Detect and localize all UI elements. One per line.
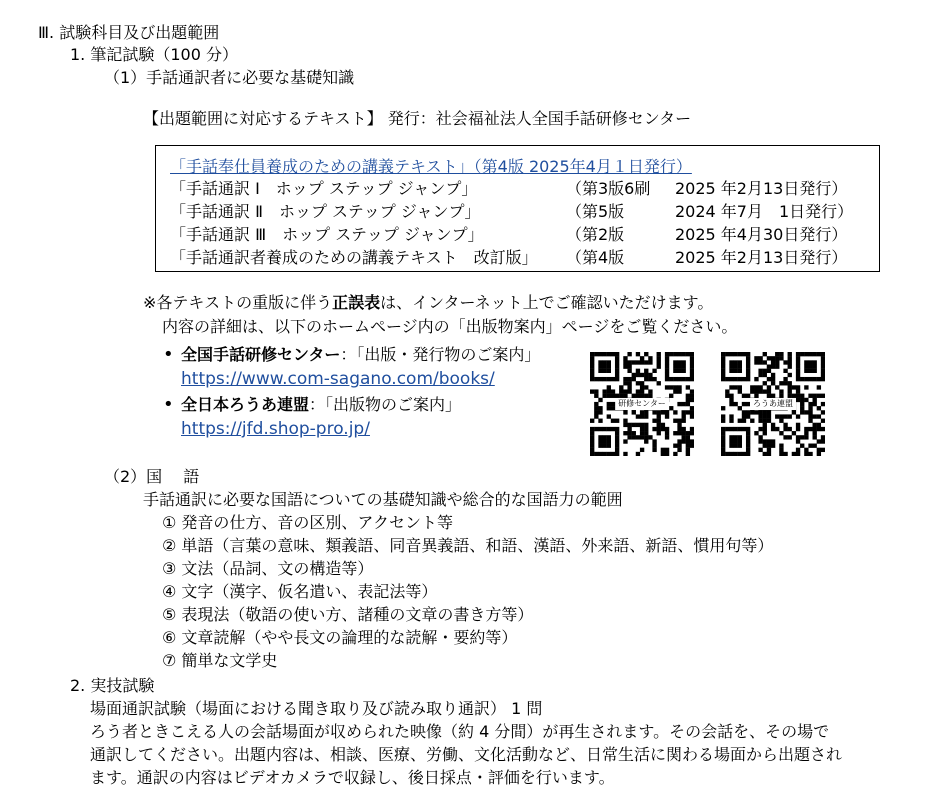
link-org: 全日本ろうあ連盟 xyxy=(181,395,310,414)
qr-label: ろうあ連盟 xyxy=(750,398,796,410)
textbook-edition: （第5版 xyxy=(566,202,625,221)
textbook-edition: （第2版 xyxy=(566,225,625,244)
practical-text: 通訳してください。出題内容は、相談、医療、労働、文化活動など、日常生活に関わる場面から出題され xyxy=(90,745,843,764)
textbook-name: 「手話通訳 Ⅰ ホップ ステップ ジャンプ」 xyxy=(170,179,478,198)
japanese-title: （2）国 語 xyxy=(104,467,200,486)
textbook-date: 2025 年2月13日発行） xyxy=(675,179,848,198)
practical-text: ろう者ときこえる人の会話場面が収められた映像（約 4 分間）が再生されます。その会話を、その場で xyxy=(90,722,830,741)
qr-code-center[interactable] xyxy=(590,352,694,456)
qr-code-federation[interactable] xyxy=(721,352,825,456)
textbook-date: 2024 年7月 1日発行） xyxy=(675,202,854,221)
link-org: 全国手話研修センター xyxy=(181,345,341,364)
list-item: ② 単語（言葉の意味、類義語、同音異義語、和語、漢語、外来語、新語、慣用句等） xyxy=(162,536,774,555)
errata-note-bold: 正誤表 xyxy=(332,293,381,312)
list-item: ④ 文字（漢字、仮名遣い、表記法等） xyxy=(162,582,438,601)
textbook-edition: （第3版6刷 xyxy=(566,179,651,198)
errata-note-post: は、インターネット上でご確認いただけます。 xyxy=(380,293,714,312)
practical-text: ます。通訳の内容はビデオカメラで収録し、後日採点・評価を行います。 xyxy=(90,768,615,787)
link-item xyxy=(181,394,461,416)
practical-subtitle: 場面通訳試験（場面における聞き取り及び読み取り通訳） 1 問 xyxy=(90,699,543,718)
basic-knowledge-title: （1）手話通訳者に必要な基礎知識 xyxy=(104,68,355,87)
textbook-date: 2025 年2月13日発行） xyxy=(675,248,848,267)
list-item: ⑦ 簡単な文学史 xyxy=(162,651,278,670)
list-item: ⑥ 文章読解（やや長文の論理的な読解・要約等） xyxy=(162,628,518,647)
textbook-header: 【出題範囲に対応するテキスト】 発行：社会福祉法人全国手話研修センター xyxy=(143,109,692,128)
link-url[interactable]: https://www.com-sagano.com/books/ xyxy=(181,369,495,389)
textbook-name: 「手話通訳者養成のための講義テキスト 改訂版」 xyxy=(170,248,538,267)
details-note: 内容の詳細は、以下のホームページ内の「出版物案内」ページをご覧ください。 xyxy=(162,317,738,336)
link-desc: ：「出版・発行物のご案内」 xyxy=(340,345,541,364)
errata-note xyxy=(143,292,713,314)
written-exam-title: 1. 筆記試験（100 分） xyxy=(70,45,238,64)
errata-note-pre: ※各テキストの重版に伴う xyxy=(143,293,333,312)
qr-label: 研修センター xyxy=(615,398,669,410)
section-title: Ⅲ. 試験科目及び出題範囲 xyxy=(38,23,220,42)
japanese-desc: 手話通訳に必要な国語についての基礎知識や総合的な国語力の範囲 xyxy=(143,490,623,509)
textbook-name: 「手話通訳 Ⅲ ホップ ステップ ジャンプ」 xyxy=(170,225,484,244)
practical-title: 2. 実技試験 xyxy=(70,676,155,695)
list-item: ③ 文法（品詞、文の構造等） xyxy=(162,559,374,578)
link-item xyxy=(181,344,540,366)
textbook-date: 2025 年4月30日発行） xyxy=(675,225,848,244)
link-url[interactable]: https://jfd.shop-pro.jp/ xyxy=(181,419,370,439)
textbook-edition: （第4版 xyxy=(566,248,625,267)
textbook-link[interactable]: 「手話奉仕員養成のための講義テキスト」（第4版 2025年4月１日発行） xyxy=(170,157,692,176)
link-desc: ：「出版物のご案内」 xyxy=(309,395,462,414)
textbook-name: 「手話通訳 Ⅱ ホップ ステップ ジャンプ」 xyxy=(170,202,481,221)
list-item: ⑤ 表現法（敬語の使い方、諸種の文章の書き方等） xyxy=(162,605,534,624)
list-item: ① 発音の仕方、音の区別、アクセント等 xyxy=(162,513,453,532)
